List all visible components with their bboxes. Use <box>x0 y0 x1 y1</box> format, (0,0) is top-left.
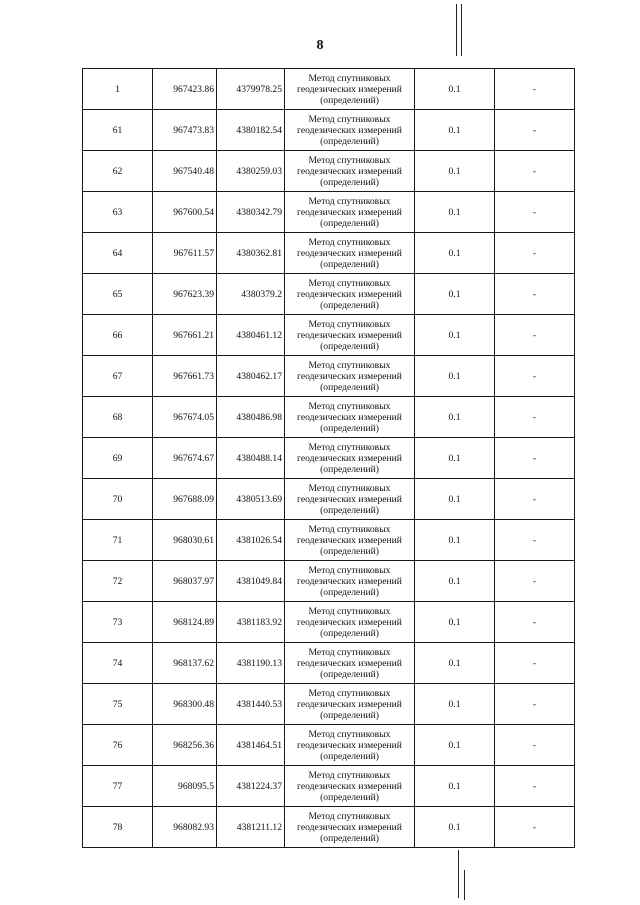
x-coordinate-cell: 967674.05 <box>153 397 217 438</box>
y-coordinate-cell: 4381190.13 <box>217 643 285 684</box>
description-cell: - <box>495 602 575 643</box>
point-number-cell: 71 <box>83 520 153 561</box>
point-number-cell: 78 <box>83 807 153 848</box>
y-coordinate-cell: 4380379.2 <box>217 274 285 315</box>
y-coordinate-cell: 4381211.12 <box>217 807 285 848</box>
method-cell: Метод спутниковых геодезических измерений (определений) <box>285 110 415 151</box>
point-number-cell: 77 <box>83 766 153 807</box>
coordinates-table <box>82 68 575 848</box>
table-row <box>83 151 575 192</box>
point-number-cell: 65 <box>83 274 153 315</box>
table-row <box>83 725 575 766</box>
method-cell: Метод спутниковых геодезических измерений (определений) <box>285 725 415 766</box>
x-coordinate-cell: 968124.89 <box>153 602 217 643</box>
x-coordinate-cell: 967674.67 <box>153 438 217 479</box>
y-coordinate-cell: 4380488.14 <box>217 438 285 479</box>
description-cell: - <box>495 274 575 315</box>
scan-mark <box>456 4 457 56</box>
y-coordinate-cell: 4381183.92 <box>217 602 285 643</box>
table-row <box>83 766 575 807</box>
accuracy-cell: 0.1 <box>415 356 495 397</box>
y-coordinate-cell: 4380259.03 <box>217 151 285 192</box>
x-coordinate-cell: 968256.36 <box>153 725 217 766</box>
scan-mark <box>461 4 462 56</box>
method-cell: Метод спутниковых геодезических измерений (определений) <box>285 807 415 848</box>
description-cell: - <box>495 315 575 356</box>
description-cell: - <box>495 643 575 684</box>
y-coordinate-cell: 4381440.53 <box>217 684 285 725</box>
accuracy-cell: 0.1 <box>415 192 495 233</box>
y-coordinate-cell: 4381464.51 <box>217 725 285 766</box>
method-cell: Метод спутниковых геодезических измерений (определений) <box>285 233 415 274</box>
description-cell: - <box>495 192 575 233</box>
point-number-cell: 74 <box>83 643 153 684</box>
accuracy-cell: 0.1 <box>415 479 495 520</box>
table-row <box>83 520 575 561</box>
x-coordinate-cell: 967611.57 <box>153 233 217 274</box>
y-coordinate-cell: 4380182.54 <box>217 110 285 151</box>
method-cell: Метод спутниковых геодезических измерений (определений) <box>285 356 415 397</box>
method-cell: Метод спутниковых геодезических измерений (определений) <box>285 766 415 807</box>
accuracy-cell: 0.1 <box>415 602 495 643</box>
scan-mark <box>464 870 465 900</box>
description-cell: - <box>495 397 575 438</box>
y-coordinate-cell: 4381224.37 <box>217 766 285 807</box>
method-cell: Метод спутниковых геодезических измерений (определений) <box>285 315 415 356</box>
method-cell: Метод спутниковых геодезических измерений (определений) <box>285 192 415 233</box>
point-number-cell: 69 <box>83 438 153 479</box>
table-row <box>83 69 575 110</box>
table-row <box>83 807 575 848</box>
method-cell: Метод спутниковых геодезических измерений (определений) <box>285 274 415 315</box>
description-cell: - <box>495 520 575 561</box>
accuracy-cell: 0.1 <box>415 766 495 807</box>
description-cell: - <box>495 69 575 110</box>
x-coordinate-cell: 968037.97 <box>153 561 217 602</box>
point-number-cell: 64 <box>83 233 153 274</box>
y-coordinate-cell: 4381026.54 <box>217 520 285 561</box>
method-cell: Метод спутниковых геодезических измерений (определений) <box>285 69 415 110</box>
table-row <box>83 684 575 725</box>
accuracy-cell: 0.1 <box>415 397 495 438</box>
method-cell: Метод спутниковых геодезических измерений (определений) <box>285 151 415 192</box>
point-number-cell: 76 <box>83 725 153 766</box>
accuracy-cell: 0.1 <box>415 315 495 356</box>
scan-mark <box>458 850 459 898</box>
x-coordinate-cell: 968137.62 <box>153 643 217 684</box>
description-cell: - <box>495 438 575 479</box>
accuracy-cell: 0.1 <box>415 520 495 561</box>
x-coordinate-cell: 968095.5 <box>153 766 217 807</box>
method-cell: Метод спутниковых геодезических измерений (определений) <box>285 479 415 520</box>
accuracy-cell: 0.1 <box>415 110 495 151</box>
accuracy-cell: 0.1 <box>415 643 495 684</box>
y-coordinate-cell: 4380461.12 <box>217 315 285 356</box>
method-cell: Метод спутниковых геодезических измерений (определений) <box>285 602 415 643</box>
accuracy-cell: 0.1 <box>415 438 495 479</box>
method-cell: Метод спутниковых геодезических измерений (определений) <box>285 561 415 602</box>
y-coordinate-cell: 4380362.81 <box>217 233 285 274</box>
x-coordinate-cell: 967623.39 <box>153 274 217 315</box>
description-cell: - <box>495 807 575 848</box>
point-number-cell: 63 <box>83 192 153 233</box>
x-coordinate-cell: 967540.48 <box>153 151 217 192</box>
description-cell: - <box>495 561 575 602</box>
table-row <box>83 315 575 356</box>
x-coordinate-cell: 967661.21 <box>153 315 217 356</box>
table-row <box>83 643 575 684</box>
description-cell: - <box>495 479 575 520</box>
method-cell: Метод спутниковых геодезических измерений (определений) <box>285 520 415 561</box>
table-row <box>83 192 575 233</box>
table-row <box>83 561 575 602</box>
description-cell: - <box>495 766 575 807</box>
description-cell: - <box>495 233 575 274</box>
point-number-cell: 62 <box>83 151 153 192</box>
y-coordinate-cell: 4380462.17 <box>217 356 285 397</box>
point-number-cell: 75 <box>83 684 153 725</box>
method-cell: Метод спутниковых геодезических измерений (определений) <box>285 684 415 725</box>
y-coordinate-cell: 4381049.84 <box>217 561 285 602</box>
x-coordinate-cell: 967688.09 <box>153 479 217 520</box>
y-coordinate-cell: 4380342.79 <box>217 192 285 233</box>
table-row <box>83 479 575 520</box>
accuracy-cell: 0.1 <box>415 151 495 192</box>
y-coordinate-cell: 4380486.98 <box>217 397 285 438</box>
point-number-cell: 67 <box>83 356 153 397</box>
point-number-cell: 73 <box>83 602 153 643</box>
x-coordinate-cell: 967661.73 <box>153 356 217 397</box>
accuracy-cell: 0.1 <box>415 274 495 315</box>
point-number-cell: 70 <box>83 479 153 520</box>
x-coordinate-cell: 967600.54 <box>153 192 217 233</box>
accuracy-cell: 0.1 <box>415 725 495 766</box>
table-row <box>83 602 575 643</box>
point-number-cell: 72 <box>83 561 153 602</box>
point-number-cell: 66 <box>83 315 153 356</box>
page-number: 8 <box>316 38 324 53</box>
description-cell: - <box>495 356 575 397</box>
method-cell: Метод спутниковых геодезических измерений (определений) <box>285 438 415 479</box>
accuracy-cell: 0.1 <box>415 233 495 274</box>
y-coordinate-cell: 4379978.25 <box>217 69 285 110</box>
table-row <box>83 397 575 438</box>
table-row <box>83 110 575 151</box>
accuracy-cell: 0.1 <box>415 69 495 110</box>
description-cell: - <box>495 725 575 766</box>
x-coordinate-cell: 968082.93 <box>153 807 217 848</box>
x-coordinate-cell: 968030.61 <box>153 520 217 561</box>
table-row <box>83 233 575 274</box>
accuracy-cell: 0.1 <box>415 807 495 848</box>
description-cell: - <box>495 684 575 725</box>
accuracy-cell: 0.1 <box>415 561 495 602</box>
point-number-cell: 1 <box>83 69 153 110</box>
description-cell: - <box>495 151 575 192</box>
description-cell: - <box>495 110 575 151</box>
table-row <box>83 274 575 315</box>
accuracy-cell: 0.1 <box>415 684 495 725</box>
point-number-cell: 68 <box>83 397 153 438</box>
table-row <box>83 356 575 397</box>
x-coordinate-cell: 968300.48 <box>153 684 217 725</box>
point-number-cell: 61 <box>83 110 153 151</box>
x-coordinate-cell: 967473.83 <box>153 110 217 151</box>
method-cell: Метод спутниковых геодезических измерений (определений) <box>285 643 415 684</box>
table-row <box>83 438 575 479</box>
x-coordinate-cell: 967423.86 <box>153 69 217 110</box>
y-coordinate-cell: 4380513.69 <box>217 479 285 520</box>
method-cell: Метод спутниковых геодезических измерений (определений) <box>285 397 415 438</box>
